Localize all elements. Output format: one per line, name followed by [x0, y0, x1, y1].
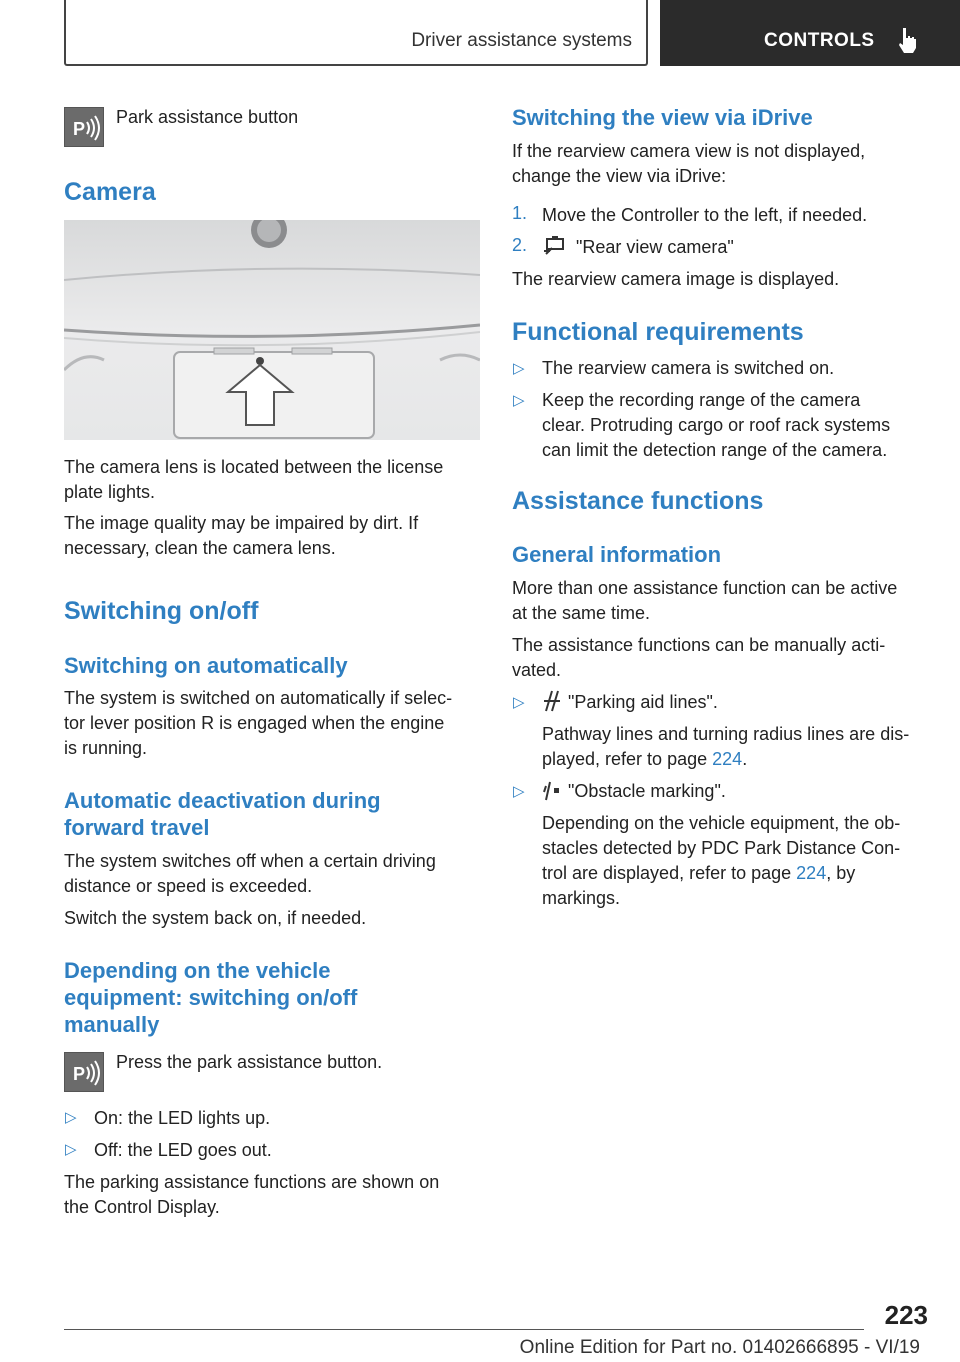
step-text: Move the Controller to the left, if needed. — [542, 205, 868, 225]
general-heading: General information — [512, 542, 722, 567]
press-caption: Press the park assistance button. — [116, 1052, 383, 1072]
obstacle-desc-text: trol are displayed, refer to page — [542, 863, 792, 883]
park-button-caption: Park assistance button — [116, 107, 299, 127]
camera-location-image — [64, 220, 480, 440]
func-item-2-line-2: clear. Protruding cargo or roof rack systems — [542, 415, 891, 435]
idrive-line-2: change the view via iDrive: — [512, 166, 727, 186]
general-line-3: The assistance functions can be manually acti‐ — [512, 635, 886, 655]
camera-paragraph-1: The camera lens is located between the license plate lights. — [64, 457, 444, 502]
controls-tab-label: CONTROLS — [764, 30, 875, 51]
hand-pointer-icon — [896, 26, 918, 54]
switching-heading: Switching on/off — [64, 597, 259, 625]
parking-aid-desc-text: played, refer to page — [542, 749, 708, 769]
camera-heading: Camera — [64, 178, 156, 206]
parking-aid-desc-line-1: Pathway lines and turning radius lines are dis‐ — [542, 724, 910, 744]
bullet-triangle-icon: ▷ — [513, 694, 525, 711]
final-line-1: The parking assistance functions are shown on — [64, 1172, 440, 1192]
obstacle-desc-line-3 — [542, 861, 855, 886]
parking-aid-lines-icon — [542, 689, 562, 713]
rear-view-camera-icon — [542, 236, 568, 256]
deactivation-line-2: distance or speed is exceeded. — [64, 876, 313, 896]
idrive-result: The rearview camera image is displayed. — [512, 269, 840, 289]
step-text: "Rear view camera" — [576, 237, 734, 257]
page-link-224[interactable]: 224 — [796, 863, 827, 883]
section-title: Driver assistance systems — [411, 30, 632, 51]
func-item-2-line-1: Keep the recording range of the camera — [542, 390, 861, 410]
obstacle-desc-line-4: markings. — [542, 888, 621, 908]
step-number: 1. — [512, 203, 528, 223]
svg-text:P: P — [73, 119, 86, 139]
bullet-triangle-icon: ▷ — [513, 360, 525, 377]
manual-heading-1: Depending on the vehicle — [64, 958, 331, 983]
functional-heading: Functional requirements — [512, 318, 804, 346]
auto-heading: Switching on automatically — [64, 653, 348, 678]
svg-text:P: P — [73, 1064, 86, 1084]
obstacle-desc-end: , by — [826, 863, 856, 883]
manual-heading-2: equipment: switching on/off — [64, 985, 358, 1010]
controls-tab[interactable] — [660, 0, 960, 66]
deactivation-heading-1: Automatic deactivation during — [64, 788, 381, 813]
step-number: 2. — [512, 235, 528, 255]
bullet-off: Off: the LED goes out. — [94, 1140, 272, 1160]
auto-line-2: tor lever position R is engaged when the engine — [64, 713, 445, 733]
page-link-224[interactable]: 224 — [712, 749, 743, 769]
header-section-box — [64, 0, 648, 66]
general-line-1: More than one assistance function can be active — [512, 578, 898, 598]
func-item-2-line-3: can limit the detection range of the camera. — [542, 440, 888, 460]
deactivation-line-1: The system switches off when a certain driving — [64, 851, 436, 871]
bullet-triangle-icon: ▷ — [513, 783, 525, 800]
park-assistance-button-icon — [64, 1052, 104, 1092]
obstacle-label: "Obstacle marking". — [568, 781, 726, 801]
auto-line-3: is running. — [64, 738, 148, 758]
park-assistance-button-icon — [64, 107, 104, 147]
general-line-4: vated. — [512, 660, 562, 680]
general-line-2: at the same time. — [512, 603, 651, 623]
deactivation-heading-2: forward travel — [64, 815, 210, 840]
edition-text: Online Edition for Part no. 01402666895 - VI/19 — [519, 1337, 920, 1358]
footer-divider — [64, 1329, 864, 1330]
func-item-1: The rearview camera is switched on. — [542, 358, 835, 378]
obstacle-desc-line-1: Depending on the vehicle equipment, the ob‐ — [542, 813, 901, 833]
idrive-line-1: If the rearview camera view is not displayed, — [512, 141, 866, 161]
final-line-2: the Control Display. — [64, 1197, 220, 1217]
page-number: 223 — [884, 1300, 928, 1330]
obstacle-desc-line-2: stacles detected by PDC Park Distance Con‐ — [542, 838, 901, 858]
deactivation-line-3: Switch the system back on, if needed. — [64, 908, 367, 928]
parking-aid-desc-line-2: played, refer to page 224. — [542, 749, 748, 769]
bullet-triangle-icon: ▷ — [513, 392, 525, 409]
auto-line-1: The system is switched on automatically if selec‐ — [64, 688, 453, 708]
bullet-on: On: the LED lights up. — [94, 1108, 271, 1128]
obstacle-marking-icon — [542, 778, 562, 802]
bullet-triangle-icon: ▷ — [65, 1141, 77, 1158]
camera-paragraph-2: The image quality may be impaired by dirt. If necessary, clean the camera lens. — [64, 513, 419, 558]
idrive-heading: Switching the view via iDrive — [512, 105, 813, 130]
bullet-triangle-icon: ▷ — [65, 1109, 77, 1126]
parking-aid-label: "Parking aid lines". — [568, 692, 718, 712]
assistance-heading: Assistance functions — [512, 487, 764, 515]
manual-heading-3: manually — [64, 1012, 160, 1037]
